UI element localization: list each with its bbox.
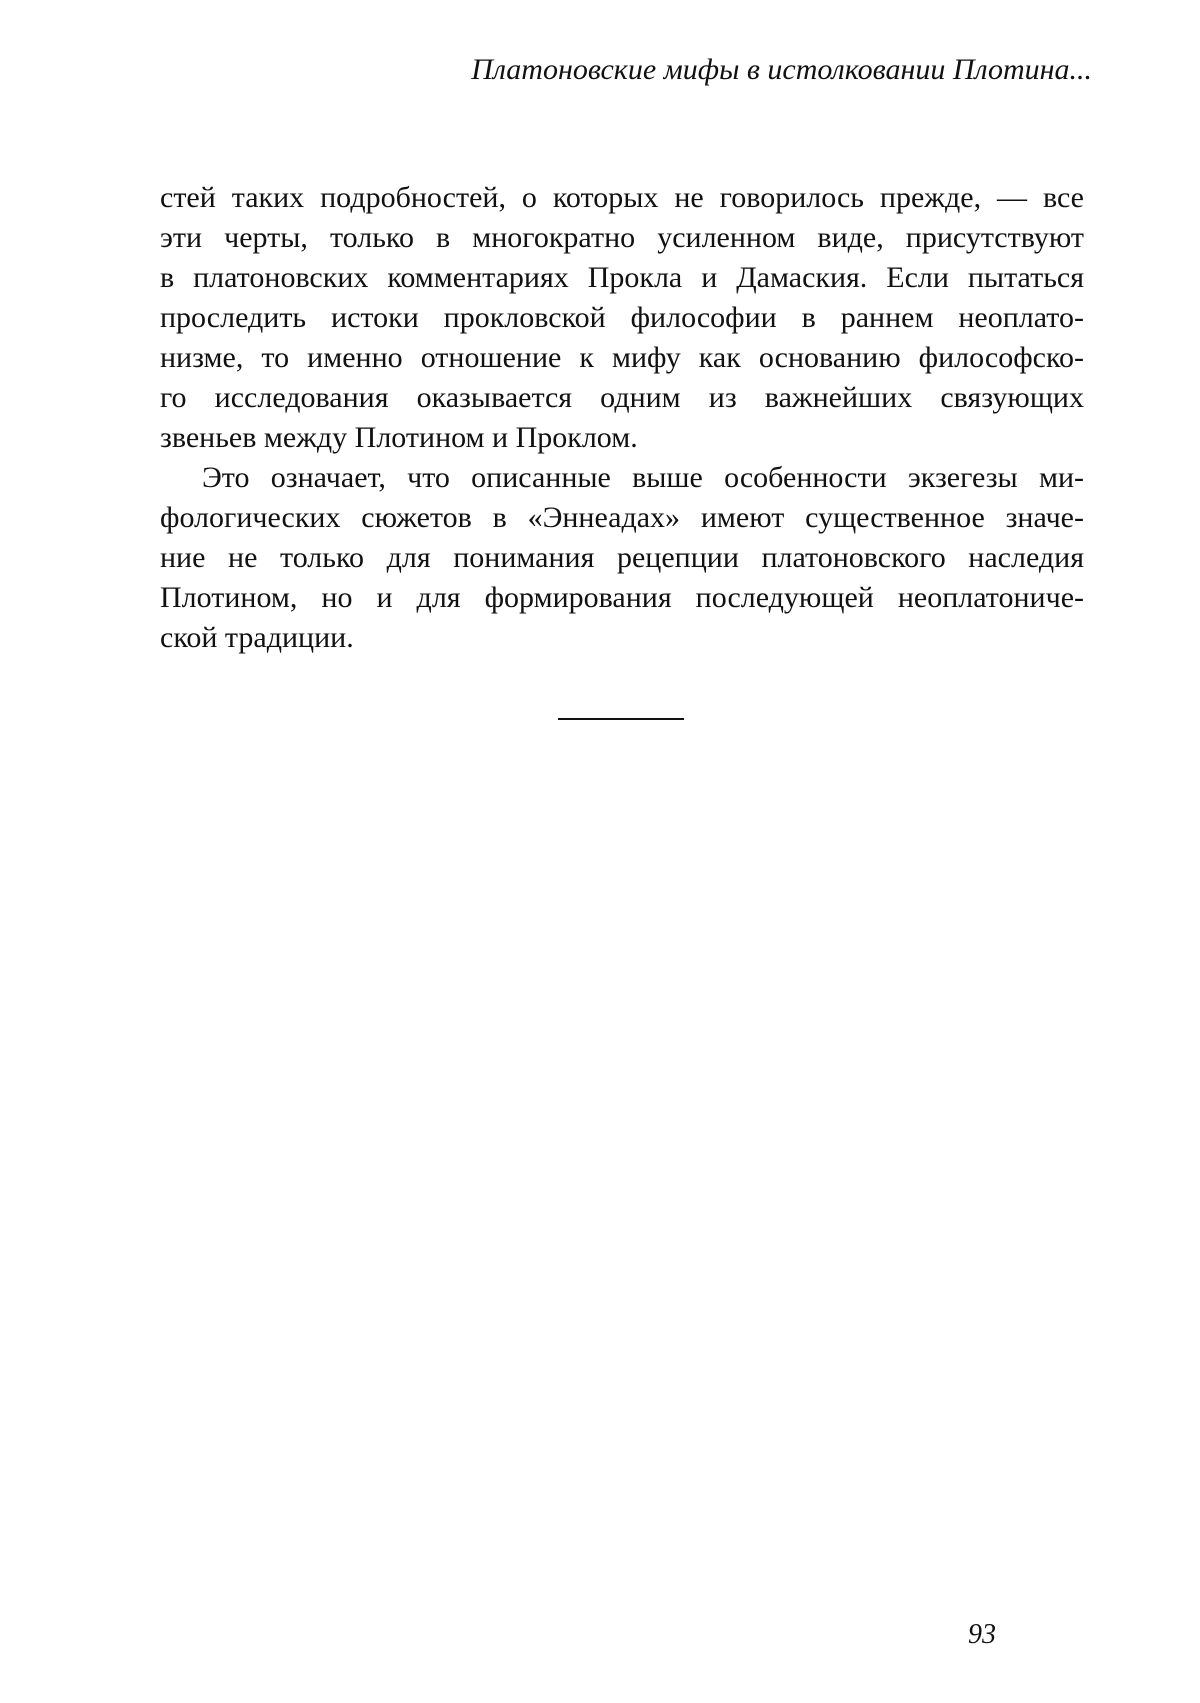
text-line: звеньев между Плотином и Проклом. (160, 421, 638, 454)
text-line: в платоновских комментариях Прокла и Дамаския. Если пытаться (160, 261, 1084, 294)
running-head: Платоновские мифы в истолковании Плотина... (471, 53, 1092, 86)
text-line: фологических сюжетов в «Эннеадах» имеют существенное значе- (160, 501, 1084, 534)
text-line: ние не только для понимания рецепции платоновского наследия (160, 541, 1084, 574)
paragraph-2 (160, 458, 1084, 658)
page-number: 93 (968, 1619, 996, 1650)
text-line: ской традиции. (160, 621, 354, 654)
text-line: Плотином, но и для формирования последующей неоплатониче- (160, 581, 1084, 614)
text-line: стей таких подробностей, о которых не говорилось прежде, — все (160, 181, 1084, 214)
text-line: эти черты, только в многократно усиленном виде, присутствуют (160, 221, 1084, 254)
text-line: низме, то именно отношение к мифу как основанию философско- (160, 341, 1084, 374)
text-line: го исследования оказывается одним из важнейших связующих (160, 381, 1084, 414)
body-text (160, 178, 1084, 658)
text-line: проследить истоки прокловской философии в раннем неоплато- (160, 301, 1084, 334)
paragraph-1 (160, 178, 1084, 458)
section-separator (558, 718, 684, 720)
text-line: Это означает, что описанные выше особенности экзегезы ми- (202, 461, 1084, 494)
